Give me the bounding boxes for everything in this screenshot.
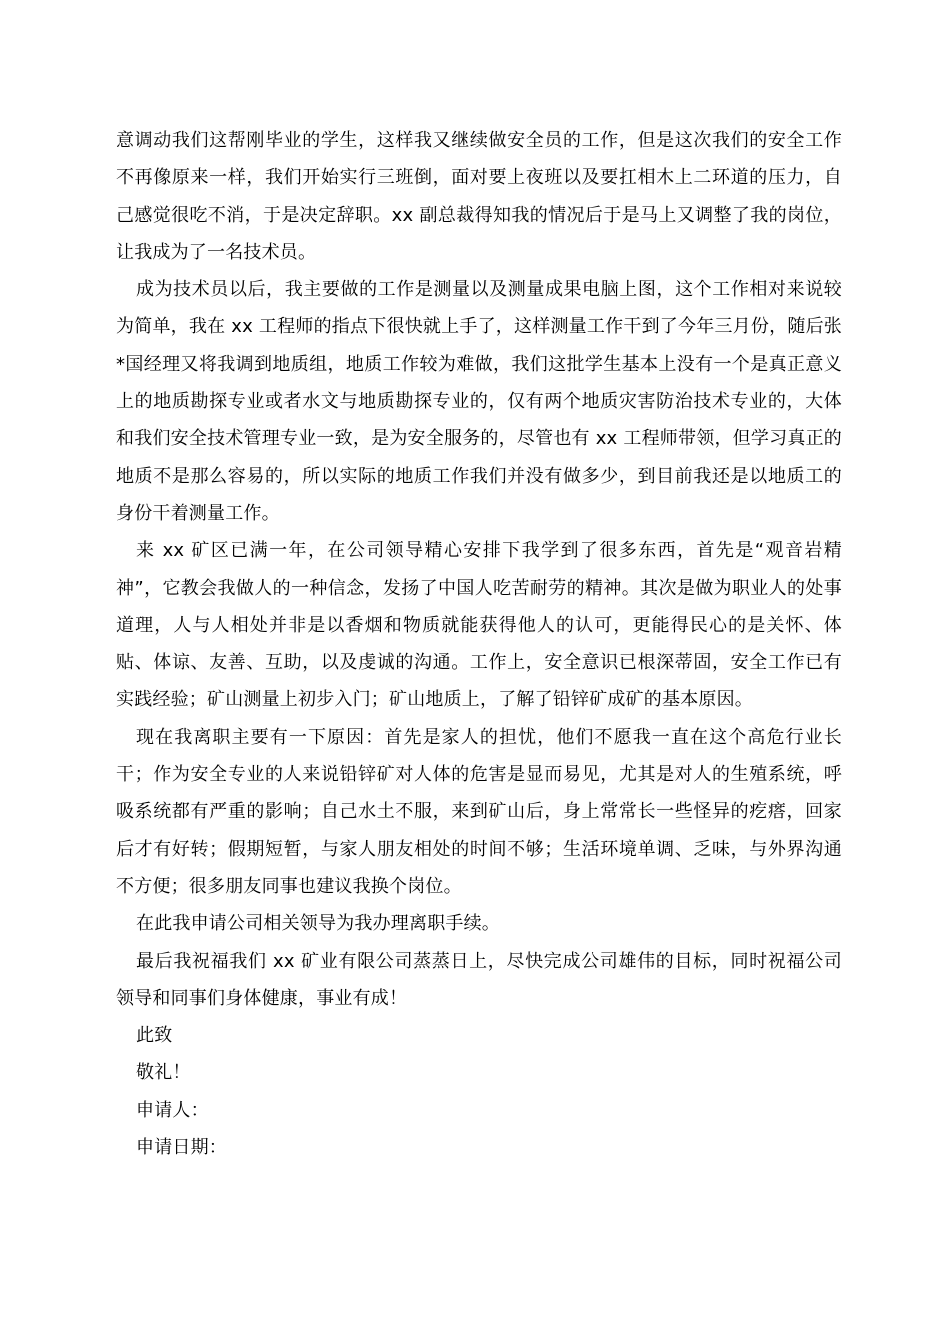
applicant-label: 申请人：	[136, 1099, 209, 1121]
closing-salutation: 此致	[136, 1025, 173, 1047]
letter-body	[116, 122, 842, 1166]
paragraph-experience: 来 xx 矿区已满一年，在公司领导精心安排下我学到了很多东西，首先是“观音岩精神”，它教会我做人的一种信念，发扬了中国人吃苦耐劳的精神。其次是做为职业人的处事道理，人与人相处并非是以香烟和物质就能获得他人的认可，更能得民心的是关怀、体贴、体谅、友善、互助，以及虔诚的沟通。工作上，安全意识已根深蒂固，安全工作已有实践经验；矿山测量上初步入门；矿山地质上，了解了铅锌矿成矿的基本原因。	[116, 540, 842, 711]
paragraph-continuation: 意调动我们这帮刚毕业的学生，这样我又继续做安全员的工作，但是这次我们的安全工作不再像原来一样，我们开始实行三班倒，面对要上夜班以及要扛相木上二环道的压力，自己感觉很吃不消，于是决定辞职。xx 副总裁得知我的情况后于是马上又调整了我的岗位，让我成为了一名技术员。	[116, 130, 842, 263]
paragraph-blessing: 最后我祝福我们 xx 矿业有限公司蒸蒸日上，尽快完成公司雄伟的目标，同时祝福公司领导和同事们身体健康，事业有成！	[116, 950, 842, 1009]
closing-regards: 敬礼！	[136, 1062, 191, 1084]
application-date-label: 申请日期：	[136, 1137, 227, 1159]
paragraph-reasons: 现在我离职主要有一下原因：首先是家人的担忧，他们不愿我一直在这个高危行业长干；作为安全专业的人来说铅锌矿对人体的危害是显而易见，尤其是对人的生殖系统，呼吸系统都有严重的影响；自己水土不服，来到矿山后，身上常常长一些怪异的疙瘩，回家后才有好转；假期短暂，与家人朋友相处的时间不够；生活环境单调、乏味，与外界沟通不方便；很多朋友同事也建议我换个岗位。	[116, 726, 842, 897]
paragraph-request: 在此我申请公司相关领导为我办理离职手续。	[136, 913, 500, 935]
paragraph-technician: 成为技术员以后，我主要做的工作是测量以及测量成果电脑上图，这个工作相对来说较为简单，我在 xx 工程师的指点下很快就上手了，这样测量工作干到了今年三月份，随后张*国经理又将我调到地质组，地质工作较为难做，我们这批学生基本上没有一个是真正意义上的地质勘探专业或者水文与地质勘探专业的，仅有两个地质灾害防治技术专业的，大体和我们安全技术管理专业一致，是为安全服务的，尽管也有 xx 工程师带领，但学习真正的地质不是那么容易的，所以实际的地质工作我们并没有做多少，到目前我还是以地质工的身份干着测量工作。	[116, 279, 842, 524]
